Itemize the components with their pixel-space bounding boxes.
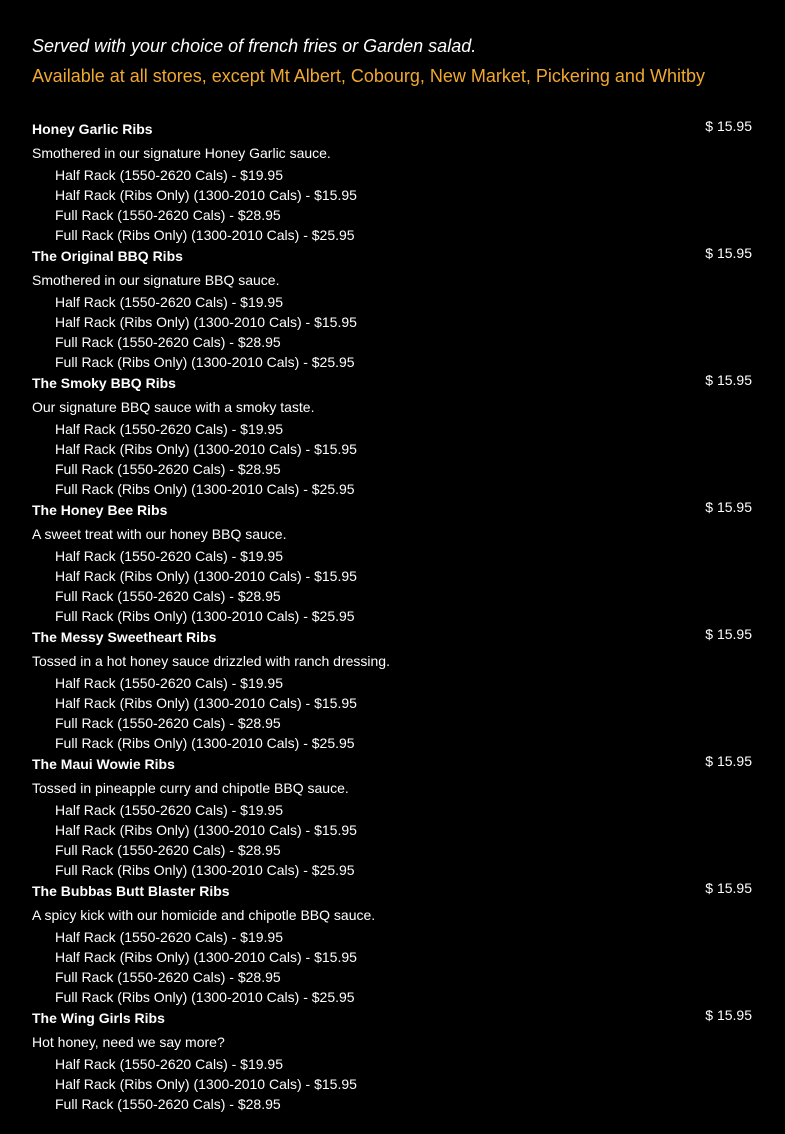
menu-item-option: Full Rack (Ribs Only) (1300-2010 Cals) - $25.95	[55, 481, 355, 497]
menu-item-description: Smothered in our signature Honey Garlic sauce.	[32, 145, 331, 161]
menu-item-option: Full Rack (Ribs Only) (1300-2010 Cals) - $25.95	[55, 608, 355, 624]
menu-item	[32, 372, 752, 499]
menu-item-options	[55, 1054, 357, 1114]
menu-item-option: Half Rack (Ribs Only) (1300-2010 Cals) - $15.95	[55, 1076, 357, 1092]
menu-item	[32, 118, 752, 245]
menu-item-options	[55, 165, 357, 245]
menu-item-options	[55, 673, 357, 753]
menu-item-name: The Bubbas Butt Blaster Ribs	[32, 883, 230, 899]
menu-item-name: The Maui Wowie Ribs	[32, 756, 175, 772]
menu-item-name: The Messy Sweetheart Ribs	[32, 629, 217, 645]
menu-item-option: Full Rack (1550-2620 Cals) - $28.95	[55, 588, 281, 604]
menu-item-option: Half Rack (Ribs Only) (1300-2010 Cals) - $15.95	[55, 695, 357, 711]
menu-item-option: Half Rack (1550-2620 Cals) - $19.95	[55, 675, 284, 691]
menu-item	[32, 753, 752, 880]
menu-item-price: $ 15.95	[705, 880, 752, 896]
menu-item	[32, 1007, 752, 1134]
menu-item-option: Half Rack (Ribs Only) (1300-2010 Cals) - $15.95	[55, 949, 357, 965]
menu-item-options	[55, 800, 357, 880]
menu-item-option: Full Rack (Ribs Only) (1300-2010 Cals) - $25.95	[55, 735, 355, 751]
menu-item-option: Half Rack (1550-2620 Cals) - $19.95	[55, 294, 284, 310]
menu-item-option: Full Rack (Ribs Only) (1300-2010 Cals) - $25.95	[55, 862, 355, 878]
menu-item-description: A sweet treat with our honey BBQ sauce.	[32, 526, 287, 542]
menu-item-name: The Original BBQ Ribs	[32, 248, 183, 264]
menu-item-option: Half Rack (1550-2620 Cals) - $19.95	[55, 1056, 284, 1072]
menu-item-options	[55, 292, 357, 372]
menu-item-name: The Wing Girls Ribs	[32, 1010, 165, 1026]
menu-intro	[32, 36, 705, 86]
menu-item-description: Tossed in pineapple curry and chipotle BBQ sauce.	[32, 780, 349, 796]
menu-item-price: $ 15.95	[705, 626, 752, 642]
menu-item-option: Full Rack (1550-2620 Cals) - $28.95	[55, 207, 281, 223]
menu-item-option: Full Rack (1550-2620 Cals) - $28.95	[55, 1096, 281, 1112]
menu-item-option: Half Rack (Ribs Only) (1300-2010 Cals) - $15.95	[55, 822, 357, 838]
menu-item-name: Honey Garlic Ribs	[32, 121, 153, 137]
menu-item-option: Half Rack (1550-2620 Cals) - $19.95	[55, 167, 284, 183]
menu-item-option: Half Rack (1550-2620 Cals) - $19.95	[55, 929, 284, 945]
menu-item	[32, 245, 752, 372]
menu-item-option: Half Rack (Ribs Only) (1300-2010 Cals) - $15.95	[55, 314, 357, 330]
menu-item-option: Full Rack (Ribs Only) (1300-2010 Cals) - $25.95	[55, 989, 355, 1005]
menu-item-option: Full Rack (1550-2620 Cals) - $28.95	[55, 969, 281, 985]
menu-item	[32, 626, 752, 753]
menu-item	[32, 880, 752, 1007]
availability-note: Available at all stores, except Mt Albert, Cobourg, New Market, Pickering and Whitby	[32, 66, 705, 86]
menu-item-name: The Smoky BBQ Ribs	[32, 375, 176, 391]
menu-item-price: $ 15.95	[705, 499, 752, 515]
menu-item-options	[55, 419, 357, 499]
menu-item-options	[55, 546, 357, 626]
menu-item-price: $ 15.95	[705, 372, 752, 388]
menu-item-option: Half Rack (Ribs Only) (1300-2010 Cals) - $15.95	[55, 568, 357, 584]
menu-item-option: Half Rack (1550-2620 Cals) - $19.95	[55, 548, 284, 564]
menu-item-name: The Honey Bee Ribs	[32, 502, 168, 518]
menu-item-price: $ 15.95	[705, 1007, 752, 1023]
menu-item-price: $ 15.95	[705, 245, 752, 261]
menu-item-price: $ 15.95	[705, 753, 752, 769]
ribs-menu-list	[32, 118, 752, 1134]
menu-item-description: A spicy kick with our homicide and chipotle BBQ sauce.	[32, 907, 376, 923]
menu-item	[32, 499, 752, 626]
menu-item-description: Smothered in our signature BBQ sauce.	[32, 272, 280, 288]
menu-item-price: $ 15.95	[705, 118, 752, 134]
menu-item-option: Half Rack (1550-2620 Cals) - $19.95	[55, 421, 284, 437]
menu-item-option: Full Rack (1550-2620 Cals) - $28.95	[55, 461, 281, 477]
served-with-note: Served with your choice of french fries or Garden salad.	[32, 36, 477, 56]
menu-item-option: Full Rack (1550-2620 Cals) - $28.95	[55, 334, 281, 350]
menu-item-description: Tossed in a hot honey sauce drizzled with ranch dressing.	[32, 653, 390, 669]
menu-item-option: Full Rack (Ribs Only) (1300-2010 Cals) - $25.95	[55, 227, 355, 243]
menu-item-option: Half Rack (Ribs Only) (1300-2010 Cals) - $15.95	[55, 441, 357, 457]
menu-item-option: Half Rack (Ribs Only) (1300-2010 Cals) - $15.95	[55, 187, 357, 203]
menu-item-description: Hot honey, need we say more?	[32, 1034, 225, 1050]
menu-item-description: Our signature BBQ sauce with a smoky taste.	[32, 399, 315, 415]
menu-item-option: Full Rack (1550-2620 Cals) - $28.95	[55, 715, 281, 731]
menu-item-options	[55, 927, 357, 1007]
menu-item-option: Full Rack (Ribs Only) (1300-2010 Cals) - $25.95	[55, 354, 355, 370]
menu-item-option: Half Rack (1550-2620 Cals) - $19.95	[55, 802, 284, 818]
menu-item-option: Full Rack (1550-2620 Cals) - $28.95	[55, 842, 281, 858]
